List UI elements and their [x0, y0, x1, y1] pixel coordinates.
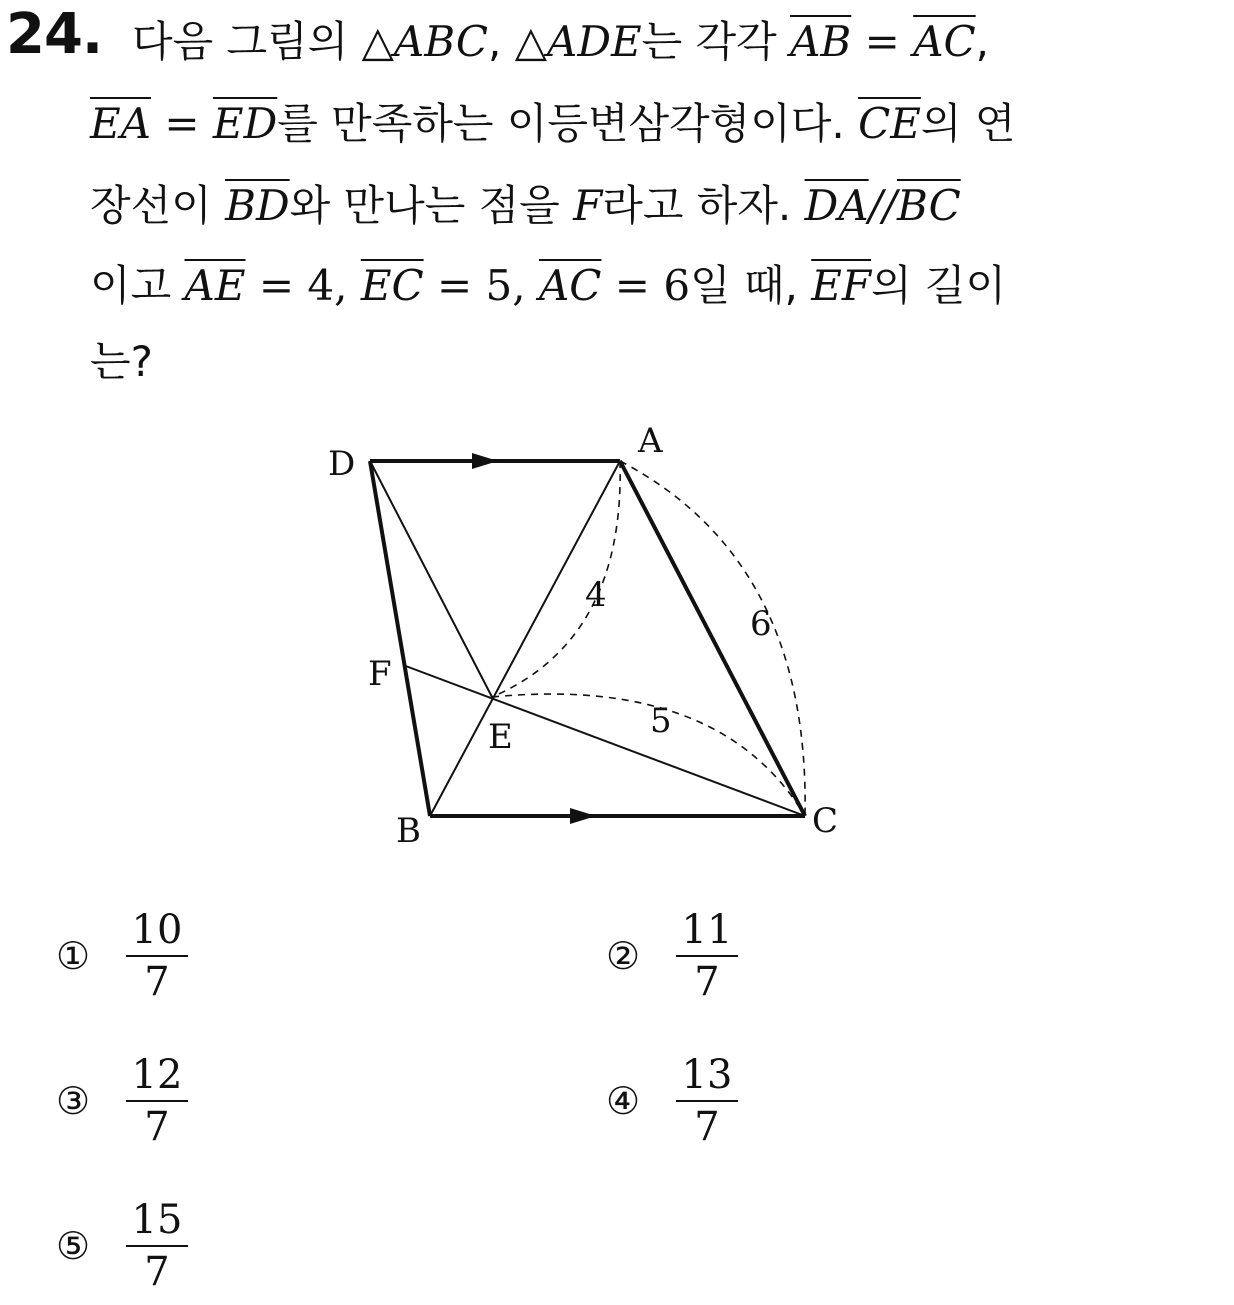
choice-2[interactable]	[606, 905, 738, 1007]
segment-FC	[403, 665, 805, 816]
math-text: F	[573, 181, 603, 230]
choice-4-mark: ④	[606, 1079, 641, 1123]
choice-5-mark: ⑤	[56, 1224, 91, 1268]
question-text: 는?	[90, 337, 153, 386]
choice-1-numerator: 10	[131, 907, 183, 953]
choice-4-numerator: 13	[681, 1052, 733, 1098]
choice-5-fraction	[126, 1195, 188, 1297]
figure-solid-lines	[370, 461, 805, 816]
question-line-2	[90, 100, 1015, 148]
length-label-AC: 6	[750, 604, 772, 644]
question-text: 다음 그림의	[132, 17, 362, 66]
choice-3[interactable]	[56, 1050, 188, 1152]
segment-notation: $\overline{AC}$	[538, 261, 602, 310]
choice-1[interactable]	[56, 905, 188, 1007]
segment-DB	[370, 461, 430, 816]
choice-1-fraction	[126, 905, 188, 1007]
math-text: = 5,	[423, 261, 539, 310]
math-text: =	[851, 17, 914, 66]
math-text: = 4,	[245, 261, 361, 310]
point-label-B: B	[396, 811, 421, 851]
choice-3-mark: ③	[56, 1079, 91, 1123]
question-text: ,	[487, 17, 515, 66]
choice-2-numerator: 11	[681, 907, 733, 953]
choice-5-numerator: 15	[131, 1197, 183, 1243]
segment-notation: $\overline{EC}$	[360, 261, 424, 310]
point-label-E: E	[488, 717, 513, 757]
geometry-figure	[300, 410, 900, 860]
choice-1-mark: ①	[56, 934, 91, 978]
math-text: = 6	[601, 261, 691, 310]
question-text: 는 각각	[641, 17, 791, 66]
question-text: 와 만나는 점을	[289, 181, 574, 230]
parallel-arrow-BC	[570, 808, 596, 824]
question-text: 의 길이	[871, 261, 1007, 310]
point-label-C: C	[812, 801, 839, 841]
choice-2-mark: ②	[606, 934, 641, 978]
question-text: 이고	[90, 261, 185, 310]
choice-2-fraction	[676, 905, 738, 1007]
question-number: 24.	[6, 2, 103, 67]
choice-1-denominator: 7	[144, 959, 170, 1005]
question-line-4	[90, 262, 1006, 310]
choice-5[interactable]	[56, 1195, 188, 1297]
question-text: 라고 하자.	[602, 181, 805, 230]
segment-notation: $\overline{CE}$	[858, 99, 921, 148]
point-label-A: A	[638, 421, 663, 461]
question-text: 를 만족하는 이등변삼각형이다.	[277, 99, 859, 148]
question-text: 장선이	[90, 181, 226, 230]
parallel-arrow-DA	[472, 453, 498, 469]
math-text: △ABC	[361, 17, 488, 66]
math-text: =	[151, 99, 213, 148]
length-label-EC: 5	[650, 701, 672, 741]
question-text: ,	[975, 17, 990, 66]
point-label-D: D	[328, 444, 356, 484]
choice-3-numerator: 12	[131, 1052, 183, 1098]
segment-notation: $\overline{EF}$	[811, 261, 872, 310]
point-label-F: F	[368, 654, 392, 694]
choice-3-fraction	[126, 1050, 188, 1152]
choice-4[interactable]	[606, 1050, 738, 1152]
math-text: △ADE	[514, 17, 642, 66]
segment-notation: $\overline{ED}$	[212, 99, 278, 148]
segment-notation: $\overline{EA}$	[90, 99, 151, 148]
choice-5-denominator: 7	[144, 1249, 170, 1295]
question-line-5	[90, 338, 153, 386]
segment-AC	[620, 461, 805, 816]
question-line-1	[132, 18, 989, 66]
length-label-AE: 4	[585, 575, 607, 615]
segment-notation: $\overline{DA}$	[804, 181, 869, 230]
choice-4-fraction	[676, 1050, 738, 1152]
choice-2-denominator: 7	[694, 959, 720, 1005]
segment-notation: $\overline{AE}$	[184, 261, 246, 310]
choice-3-denominator: 7	[144, 1104, 170, 1150]
segment-notation: $\overline{BD}$	[225, 181, 290, 230]
segment-notation: $\overline{AB}$	[790, 17, 852, 66]
question-text: 의 연	[920, 99, 1016, 148]
segment-notation: $\overline{AC}$	[913, 17, 976, 66]
question-text: 일 때,	[690, 261, 812, 310]
segment-notation: $\overline{BC}$	[896, 181, 961, 230]
question-line-3	[90, 182, 961, 230]
math-text: //	[868, 181, 897, 230]
segment-AB	[430, 461, 620, 816]
choice-4-denominator: 7	[694, 1104, 720, 1150]
